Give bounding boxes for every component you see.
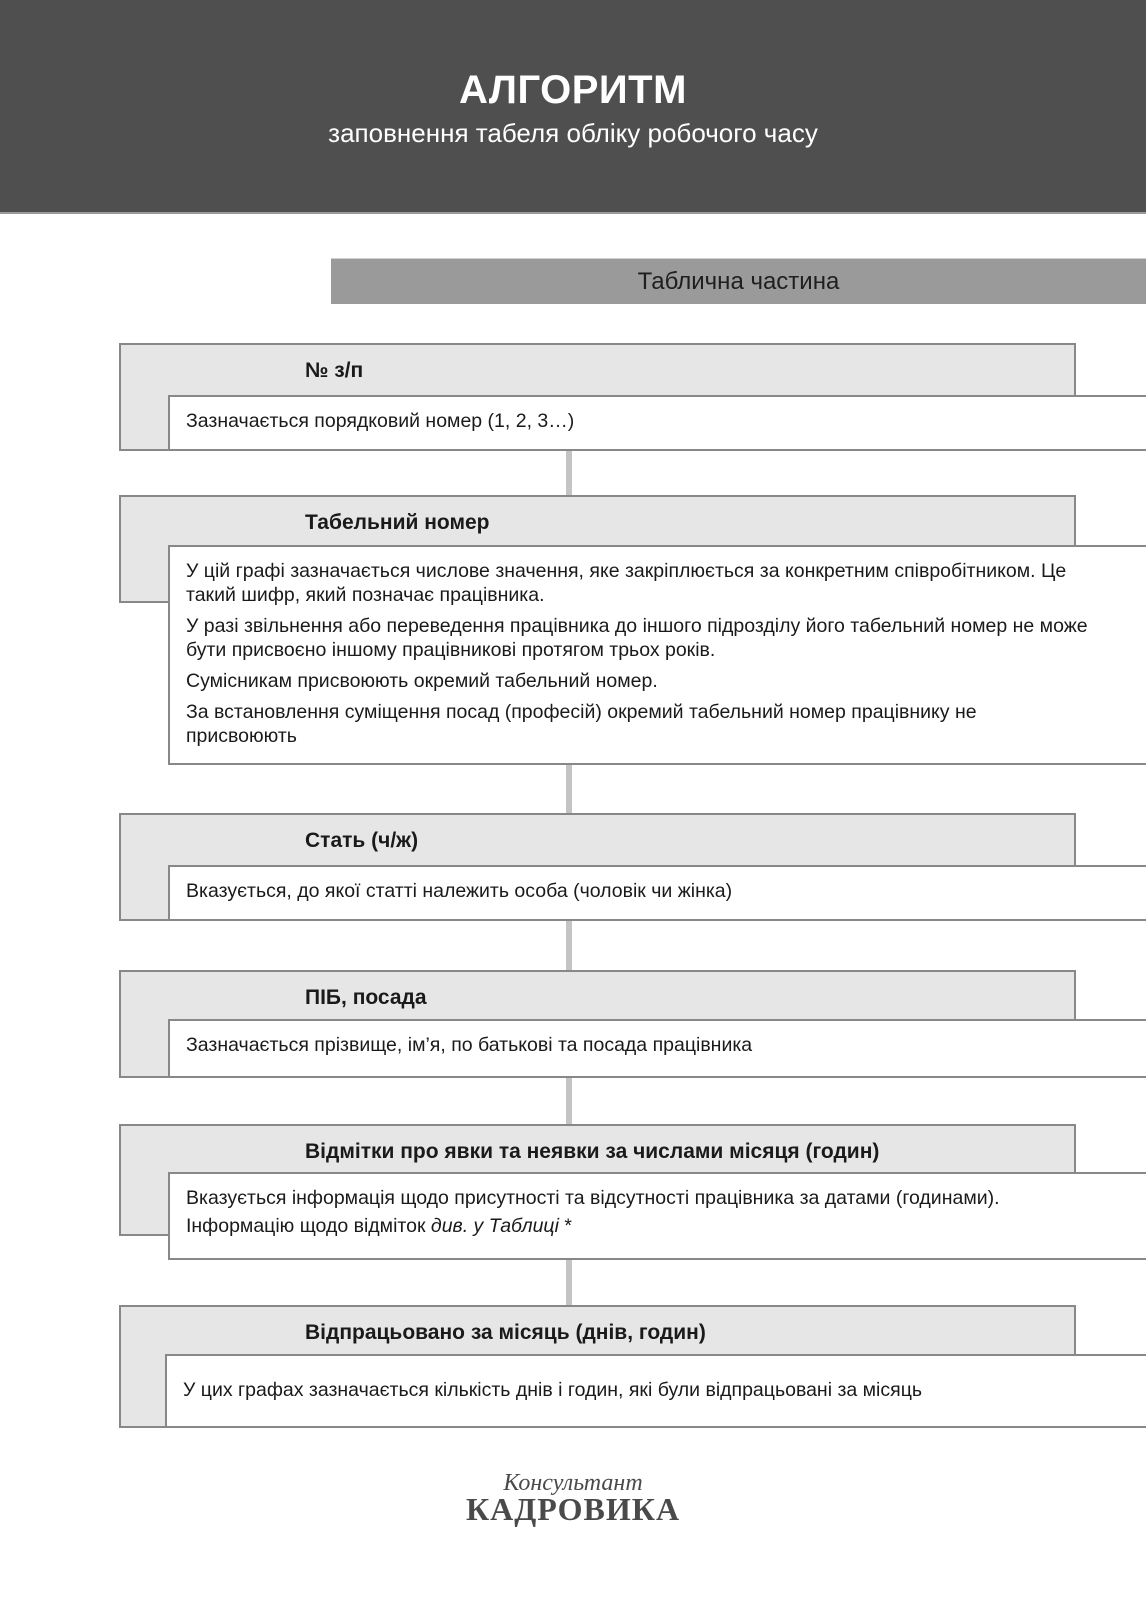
description-text: Вказується інформація щодо присутності та відсутності працівника за датами (годинами). bbox=[186, 1187, 1000, 1209]
step-block-personnel-number bbox=[0, 495, 1146, 765]
step-title: Відпрацьовано за місяць (днів, годин) bbox=[305, 1321, 706, 1344]
section-title: Таблична частина bbox=[637, 268, 840, 295]
logo-top-text: Консультант bbox=[503, 1470, 643, 1496]
flow-connector bbox=[566, 921, 572, 970]
description-note bbox=[186, 1214, 1146, 1238]
publisher-logo bbox=[0, 1470, 1146, 1527]
step-description bbox=[168, 1019, 1146, 1078]
step-block-number bbox=[0, 343, 1146, 451]
step-description bbox=[168, 545, 1146, 765]
note-suffix: * bbox=[558, 1215, 572, 1237]
description-text: Вказується, до якої статті належить особа (чоловік чи жінка) bbox=[186, 880, 733, 902]
flow-connector bbox=[566, 1078, 572, 1124]
step-description bbox=[168, 865, 1146, 921]
step-title: Стать (ч/ж) bbox=[305, 829, 419, 852]
flow-connector bbox=[566, 451, 572, 495]
description-text: Зазначається порядковий номер (1, 2, 3…) bbox=[186, 410, 575, 432]
step-title: Табельний номер bbox=[305, 511, 490, 534]
step-block-attendance bbox=[0, 1124, 1146, 1260]
description-text: За встановлення суміщення посад (професій) окремий табельний номер працівнику не присвоюють bbox=[186, 701, 977, 747]
description-text: У разі звільнення або переведення працівника до іншого підрозділу його табельний номер не може бути присвоєно іншому працівникові протягом трьох років. bbox=[186, 615, 1088, 661]
step-title: Відмітки про явки та неявки за числами місяця (годин) bbox=[305, 1140, 880, 1163]
step-block-worked bbox=[0, 1305, 1146, 1428]
page-title: АЛГОРИТМ bbox=[459, 68, 687, 112]
flow-connector bbox=[566, 1260, 572, 1305]
description-text: У цих графах зазначається кількість днів і годин, які були відпрацьовані за місяць bbox=[183, 1379, 923, 1401]
step-block-name-position bbox=[0, 970, 1146, 1078]
description-text: Зазначається прізвище, ім’я, по батькові та посада працівника bbox=[186, 1034, 753, 1056]
table-reference-link: див. у Таблиці bbox=[430, 1215, 559, 1237]
step-description bbox=[168, 1172, 1146, 1260]
description-text: У цій графі зазначається числове значення, яке закріплюється за конкретним співробітником. Це такий шифр, який позначає працівника. bbox=[186, 560, 1067, 606]
step-title: ПІБ, посада bbox=[305, 986, 427, 1009]
step-title: № з/п bbox=[305, 359, 364, 382]
description-text: Сумісникам присвоюють окремий табельний номер. bbox=[186, 670, 658, 692]
note-prefix: Інформацію щодо відміток bbox=[186, 1215, 431, 1237]
page-header bbox=[0, 0, 1146, 214]
page-subtitle: заповнення табеля обліку робочого часу bbox=[328, 118, 818, 148]
step-block-gender bbox=[0, 813, 1146, 921]
flow-connector bbox=[566, 765, 572, 813]
section-header bbox=[331, 258, 1146, 304]
logo-bottom-text: КАДРОВИКА bbox=[465, 1491, 681, 1527]
step-description bbox=[168, 395, 1146, 451]
step-description bbox=[165, 1354, 1146, 1428]
